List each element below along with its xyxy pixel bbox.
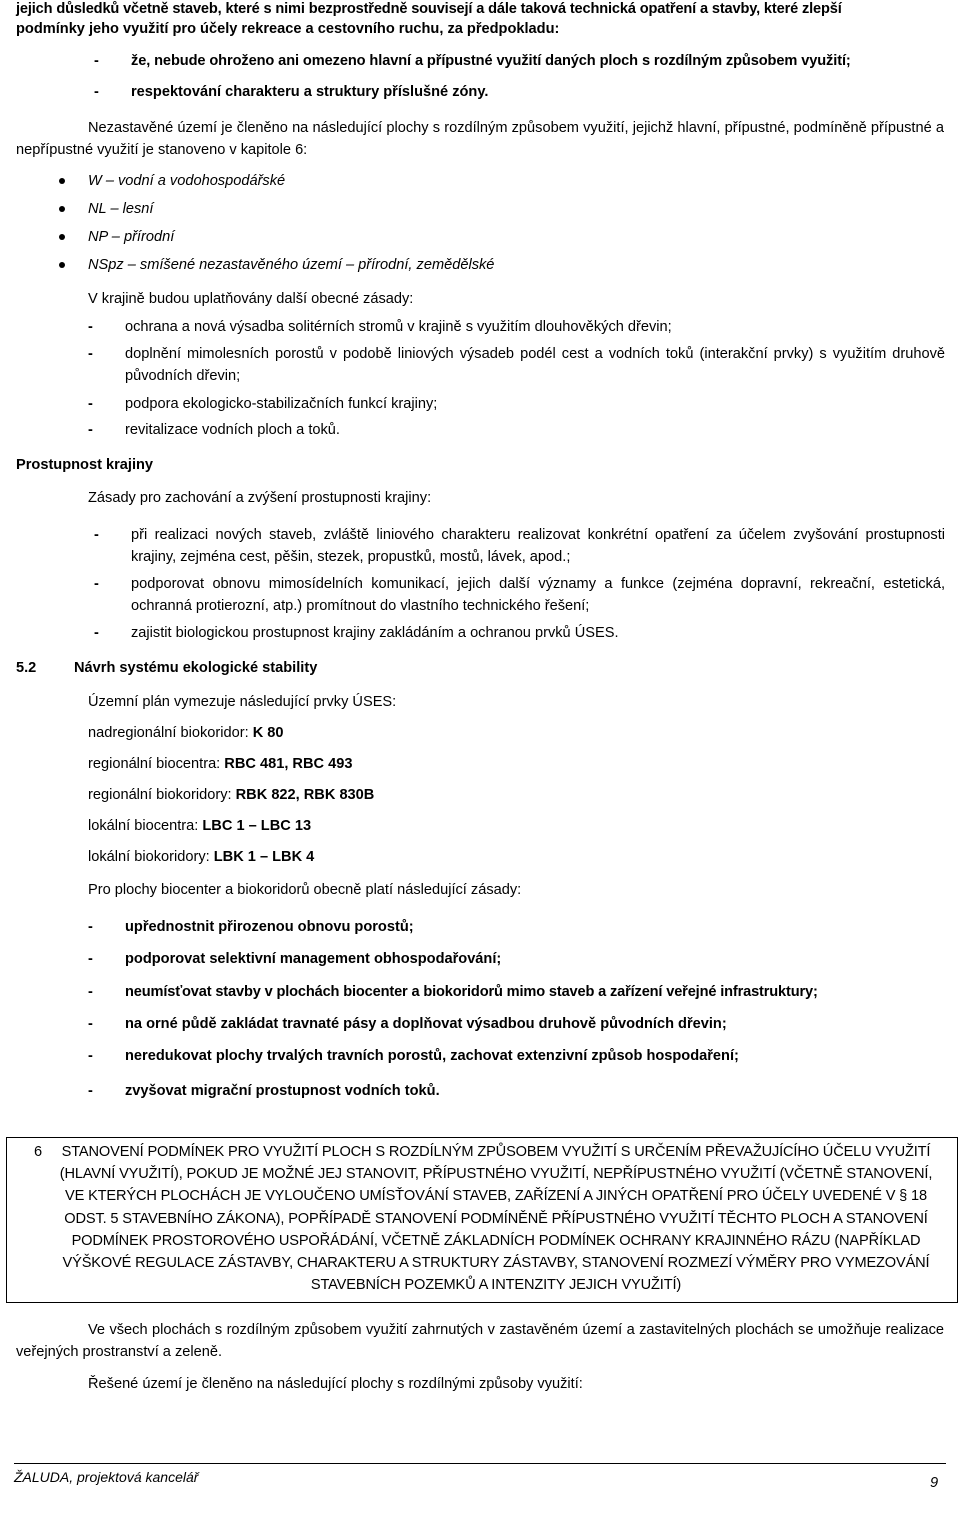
chapter-title: STANOVENÍ PODMÍNEK PRO VYUŽITÍ PLOCH S ROZDÍLNÝM ZPŮSOBEM VYUŽITÍ S URČENÍM PŘEVAŽUJÍCÍHO ÚČELU VYUŽITÍ (HLAVNÍ VYUŽITÍ), POKUD JE MOŽNÉ JEJ STANOVIT, PŘÍPUSTNÉHO VYUŽITÍ, NEPŘÍPUSTNÉHO VYUŽITÍ (VČETNĚ STANOVENÍ, VE KTERÝCH PLOCHÁCH JE VYLOUČENO UMÍSŤOVÁNÍ STAVEB, ZAŘÍZENÍ A JINÝCH OPATŘENÍ PRO ÚČELY UVEDENÉ V § 18 ODST. 5 STAVEBNÍHO ZÁKONA), POPŘÍPADĚ STANOVENÍ PODMÍNĚNĚ PŘÍPUSTNÉHO VYUŽITÍ TĚCHTO PLOCH A STANOVENÍ PODMÍNEK PROSTOROVÉHO USPOŘÁDÁNÍ, VČETNĚ ZÁKLADNÍCH PODMÍNEK OCHRANY KRAJINNÉHO RÁZU (NAPŘÍKLAD VÝŠKOVÉ REGULACE ZÁSTAVBY, CHARAKTERU A STRUKTURY ZÁSTAVBY, STANOVENÍ ROZMEZÍ VÝMĚRY PRO VYMEZOVÁNÍ STAVEBNÍCH POZEMKŮ A INTENZITY JEJICH VYUŽITÍ) [59,1144,933,1294]
footer-rule [14,1463,946,1464]
rule-dash: - [88,984,93,1000]
uses-value: RBK 822, RBK 830B [235,787,375,803]
rules-intro: Pro plochy biocenter a biokoridorů obecně platí následující zásady: [88,882,522,898]
area-item: W – vodní a vodohospodářské [88,173,286,189]
area-item: NP – přírodní [88,229,175,245]
nezastavene-paragraph: Nezastavěné území je členěno na následující plochy s rozdílným způsobem využití, jejichž hlavní, přípustné, podmíněně přípustné a nepřípustné využití je stanoveno v kapitole 6: [16,120,944,158]
principle-item: ochrana a nová výsadba solitérních stromů v krajině s využitím dlouhověkých dřevin; [125,319,672,335]
uses-label: nadregionální biokoridor: [88,725,253,741]
condition-dash: - [94,53,99,69]
uses-label: regionální biocentra: [88,756,225,772]
prostupnost-dash: - [94,625,99,641]
principle-item: revitalizace vodních ploch a toků. [125,422,340,438]
section-number: 5.2 [16,660,37,676]
uses-label: lokální biokoridory: [88,849,214,865]
uses-value: LBK 1 – LBK 4 [213,849,315,865]
uses-element [88,784,374,806]
uses-value: RBC 481, RBC 493 [224,756,353,772]
rule-item: upřednostnit přirozenou obnovu porostů; [125,919,414,935]
principles-intro: V krajině budou uplatňovány další obecné zásady: [88,291,414,307]
uses-value: LBC 1 – LBC 13 [202,818,312,834]
chapter-paragraph: Řešené území je členěno na následující plochy s rozdílnými způsoby využití: [88,1376,583,1392]
rule-item: neumísťovat stavby v plochách biocenter a biokoridorů mimo staveb a zařízení veřejné infrastruktury; [125,984,818,1000]
bullet-icon [59,262,65,268]
prostupnost-item: při realizaci nových staveb, zvláště liniového charakteru realizovat konkrétní opatření za účelem zvyšování prostupnosti krajiny, zejména cest, pěšin, stezek, propustků, mostů, lávek, apod.; [131,527,945,565]
intro-line-1: jejich důsledků včetně staveb, které s nimi bezprostředně souvisejí a dále taková technická opatření a stavby, které zlepší [16,1,842,17]
principle-dash: - [88,346,93,362]
principle-item: doplnění mimolesních porostů v podobě liniových výsadeb podél cest a vodních toků (interakční prvky) s využitím druhově původních dřevin; [125,346,945,384]
uses-element [88,815,311,837]
bullet-icon [59,206,65,212]
section-heading: Prostupnost krajiny [16,457,154,473]
rule-dash: - [88,1016,93,1032]
prostupnost-intro: Zásady pro zachování a zvýšení prostupnosti krajiny: [88,490,432,506]
rule-item: na orné půdě zakládat travnaté pásy a doplňovat výsadbou druhově původních dřevin; [125,1016,727,1032]
prostupnost-item: zajistit biologickou prostupnost krajiny zakládáním a ochranou prvků ÚSES. [131,625,619,641]
uses-element [88,722,284,744]
uses-value: K 80 [252,725,284,741]
rule-dash: - [88,1048,93,1064]
prostupnost-item: podporovat obnovu mimosídelních komunikací, jejich další významy a funkce (zejména dopravní, rekreační, estetická, ochranná protierozní, atp.) promítnout do vlastního technického řešení; [131,576,945,614]
intro-line-2: podmínky jeho využití pro účely rekreace a cestovního ruchu, za předpokladu: [16,21,560,37]
chapter-paragraph: Ve všech plochách s rozdílným způsobem využití zahrnutých v zastavěném území a zastavitelných plochách se umožňuje realizace veřejných prostranství a zeleně. [16,1322,944,1360]
rule-item: podporovat selektivní management obhospodařování; [125,951,502,967]
rule-dash: - [88,1083,93,1099]
rule-dash: - [88,919,93,935]
principle-dash: - [88,319,93,335]
uses-intro: Územní plán vymezuje následující prvky ÚSES: [88,694,397,710]
principle-dash: - [88,396,93,412]
prostupnost-dash: - [94,527,99,543]
condition-dash: - [94,84,99,100]
footer-company: ŽALUDA, projektová kancelář [14,1469,199,1485]
area-item: NL – lesní [88,201,154,217]
chapter-number: 6 [34,1144,43,1160]
uses-label: lokální biocentra: [88,818,203,834]
area-item: NSpz – smíšené nezastavěného území – přírodní, zemědělské [88,257,495,273]
uses-label: regionální biokoridory: [88,787,236,803]
principle-dash: - [88,422,93,438]
prostupnost-dash: - [94,576,99,592]
uses-element [88,846,314,868]
condition-item: respektování charakteru a struktury příslušné zóny. [131,84,489,100]
rule-item: neredukovat plochy trvalých travních porostů, zachovat extenzivní způsob hospodaření; [125,1048,739,1064]
condition-item: že, nebude ohroženo ani omezeno hlavní a přípustné využití daných ploch s rozdílným způsobem využití; [131,53,851,69]
uses-element [88,753,352,775]
rule-item: zvyšovat migrační prostupnost vodních toků. [125,1083,440,1099]
section-title: Návrh systému ekologické stability [74,660,318,676]
rule-dash: - [88,951,93,967]
bullet-icon [59,178,65,184]
page-number: 9 [930,1475,939,1491]
bullet-icon [59,234,65,240]
principle-item: podpora ekologicko-stabilizačních funkcí krajiny; [125,396,438,412]
